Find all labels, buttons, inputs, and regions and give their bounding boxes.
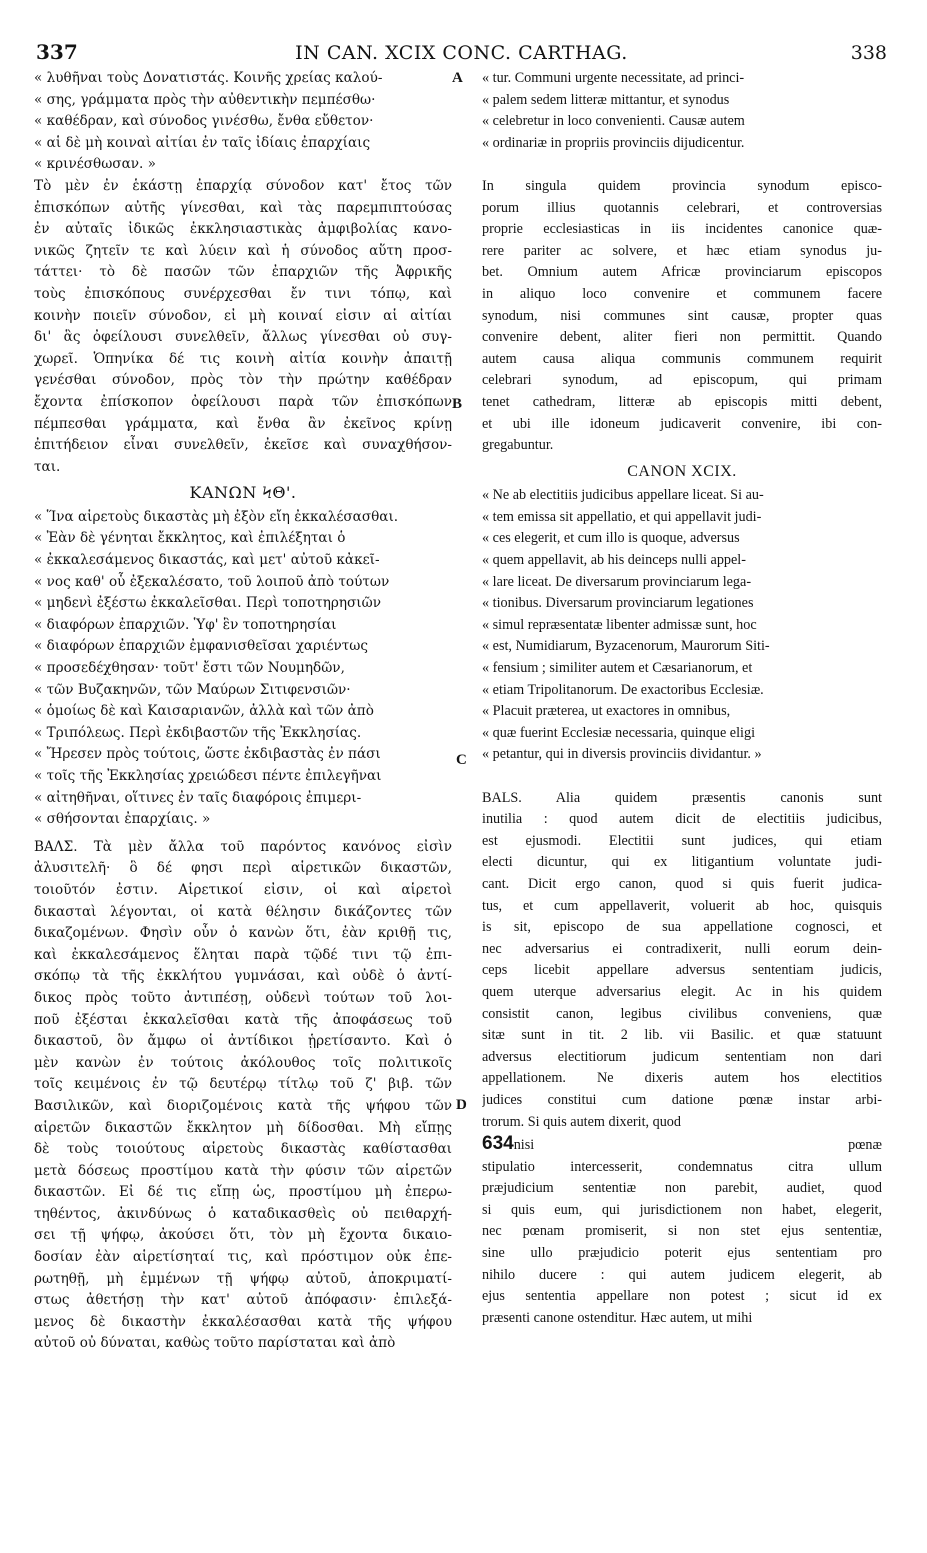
text-line: appellationem. Ne dixeris autem hos electitios [482, 1070, 882, 1087]
text-line: καὶ ἐκκαλεσάμενος ἕληται παρὰ τῷδέ τινι τῷ ἐπι- [34, 946, 452, 963]
text-line: stipulatio intercesserit, condemnatus citra ullum [482, 1158, 882, 1175]
badge-line-text: nisi pœnæ [513, 1137, 882, 1154]
text-line: σκόπῳ τὰ τῆς ἐκκλήτου γυμνάσαι, καὶ οὐδὲ ὁ ἀντί- [34, 968, 452, 985]
text-line: « καθέδραν, καὶ σύνοδος γινέσθω, ἔνθα εὔθετον· [34, 113, 374, 130]
text-line: ἀλυσιτελῆ· ὃ δέ φησι περὶ αἱρετικῶν δικαστῶν, [34, 860, 452, 877]
text-line: In singula quidem provincia synodum episco- [482, 177, 882, 194]
text-line: γενέσθαι σύνοδον, πρὸς τὸν τὴν πρώτην καθέδραν [34, 372, 452, 389]
latin-canon-heading: CANON XCIX. [627, 462, 737, 480]
text-line: ποῦ ἐξέσται ἐκκαλεῖσθαι κατὰ τῆς ἀποφάσεως τοῦ [34, 1011, 452, 1028]
text-line: δι' ἃς ὀφείλουσι συνελθεῖν, ἄλλως γίνεσθαι οὐ συγ- [34, 329, 452, 346]
text-line: δοσίαν ἐὰν αἱρετίσηταί τις, καὶ πρόστιμον οὐκ ἐπε- [34, 1249, 452, 1266]
text-line: αἱρετῶν δικαστῶν ἔκκλητον μὴ δίδοσθαι. Μὴ εἴπῃς [34, 1119, 452, 1136]
text-line: δικαστοῦ, ὃν ἄμφω οἱ ἀντίδικοι ᾑρετίσαντο. Καὶ ὁ [34, 1033, 452, 1050]
text-line: « etiam Tripolitanorum. De exactoribus Ecclesiæ. [482, 681, 764, 698]
text-line: στως ἀθετήσῃ τὴν κατ' αὐτοῦ ἀπόφασιν· ἐπιλεξά- [34, 1292, 452, 1309]
latin-balsamon-commentary [482, 788, 882, 1134]
text-line: δὲ τοὺς τοιούτους αἱρετοὺς δικαστὰς καθίστασθαι [34, 1141, 452, 1158]
latin-balsamon-commentary-cont [482, 1157, 882, 1330]
text-line: adversus electitiorum judicum sententiam non dari [482, 1048, 882, 1065]
text-line: et ubi ille idoneum judicaverit convenire, ibi con- [482, 415, 882, 432]
text-line: synodum, nisi communes sint causæ, propter quas [482, 307, 882, 324]
text-line: « Τριπόλεως. Περὶ ἐκδιβαστῶν τῆς Ἐκκλησίας. [34, 724, 362, 741]
spacer [482, 154, 882, 176]
greek-column [34, 68, 452, 1355]
latin-canon-text-tail [482, 68, 882, 154]
text-line: ρωτηθῇ, μὴ ἐμμένων τῇ ψήφῳ αὐτοῦ, ἀποκριματί- [34, 1270, 452, 1287]
margin-marker-b: B [452, 396, 463, 412]
badge-line [482, 1133, 882, 1157]
text-line: « celebretur in loco convenienti. Causæ autem [482, 113, 745, 130]
text-line: porum illius quotannis celebrari, et controversias [482, 199, 882, 216]
text-line: Βασιλικῶν, καὶ διοριζομένοις κατὰ τῆς ψήφου τῶν [34, 1097, 452, 1114]
text-line: « Ἐὰν δὲ γένηται ἔκκλητος, καὶ ἐπιλέξηται ὁ [34, 530, 346, 547]
text-line: convenire debent, aliter fieri non permittit. Quando [482, 329, 882, 346]
text-line: « προσεδέχθησαν· τοῦτ' ἔστι τῶν Νουμηδῶν, [34, 660, 345, 677]
margin-marker-c: C [456, 752, 467, 768]
text-line: si quis eum, qui jurisdictionem non habet, elegerit, [482, 1201, 882, 1218]
page-number-right: 338 [850, 42, 887, 64]
text-line: tenet cathedram, litteræ ab episcopis mitti debent, [482, 393, 882, 410]
text-line: « est, Numidiarum, Byzacenorum, Maurorum Siti- [482, 638, 770, 655]
text-line: νικῶς ζητεῖν τε καὶ λύειν καὶ ἡ σύνοδος αὕτη προσ- [34, 242, 452, 259]
text-line: bet. Omnium autem Africæ provinciarum episcopos [482, 264, 882, 281]
text-line: χωρεῖ. Ὁπηνίκα δέ τις κοινὴ αἰτία κοινὴν ἀπαιτῇ [34, 350, 452, 367]
text-line: μετὰ δόσεως προστίμου κατὰ τὴν φύσιν τῶν αἱρετῶν [34, 1162, 452, 1179]
text-line: ἔχοντα ἐπίσκοπον ὀφείλουσι παρὰ τῶν ἐπισκόπων [34, 393, 452, 410]
text-line: « quem appellavit, ab his deinceps nulli appel- [482, 552, 746, 569]
text-line: rere pariter ac solvere, et hæc etiam synodus ju- [482, 242, 882, 259]
text-line: Τὸ μὲν ἐν ἑκάστῃ ἐπαρχίᾳ σύνοδον κατ' ἔτος τῶν [34, 177, 452, 194]
text-line: electi dicuntur, qui ex litigantium voluntate judi- [482, 854, 882, 871]
greek-commentary-1 [34, 176, 452, 478]
text-line: « Ἤρεσεν πρὸς τούτοις, ὥστε ἐκδιβαστὰς ἐν πάσι [34, 746, 381, 763]
latin-column [482, 68, 882, 1329]
text-line: consistit canon, legibus civilibus conveniens, quæ [482, 1005, 882, 1022]
text-line: judices constitui cum datione pœnæ instar arbi- [482, 1091, 882, 1108]
text-line: est ejusmodi. Electitii sunt judices, qui etiam [482, 832, 882, 849]
text-line: « σθήσονται ἐπαρχίαις. » [34, 811, 211, 828]
text-line: « palem sedem litteræ mittantur, et synodus [482, 91, 730, 108]
text-line: « τοῖς τῆς Ἐκκλησίας χρειώδεσι πέντε ἐπιλεγῆναι [34, 768, 382, 784]
text-line: « ἐκκαλεσάμενος δικαστάς, καὶ μετ' αὐτοῦ κἀκεῖ- [34, 552, 380, 569]
greek-canon-99-text [34, 507, 452, 831]
page-number-left: 337 [36, 40, 78, 64]
text-line: « Ἵνα αἱρετοὺς δικαστὰς μὴ ἐξὸν εἴη ἐκκαλέσασθαι. [34, 508, 399, 525]
text-line: τοὺς ἐπισκόπους συνέρχεσθαι ἔν τινι τόπῳ, καὶ [34, 285, 452, 302]
text-line: is sit, episcopo de sua appellatione cognosci, et [482, 919, 882, 936]
text-line: præsenti canone ostenditur. Hæc autem, ut mihi [482, 1309, 753, 1326]
text-line: « μηδενὶ ἐξέστω ἐκκαλεῖσθαι. Περὶ τοποτηρησιῶν [34, 595, 381, 612]
text-line: « fensium ; similiter autem et Cæsarianorum, et [482, 660, 753, 677]
text-line: τοῖς κειμένοις ἐν τῷ δευτέρῳ τίτλῳ τοῦ ζ' βιβ. τῶν [34, 1076, 452, 1093]
text-line: ται. [34, 458, 61, 475]
page-header [36, 40, 887, 70]
text-line: μενος δὲ δικαστὴν ἐκκαλέσασθαι κατὰ τῆς ψήφου [34, 1313, 452, 1330]
text-line: δικος πρὸς τοῦτο ἀντιπέσῃ, οὐδενὶ τούτων τοῦ λοι- [34, 989, 452, 1006]
text-line: in aliquo loco convenire et communem facere [482, 285, 882, 302]
margin-marker-a: A [452, 70, 463, 86]
text-line: « tem emissa sit appellatio, et qui appellavit judi- [482, 508, 762, 525]
running-title: IN CAN. XCIX CONC. CARTHAG. [295, 42, 628, 64]
latin-commentary-1 [482, 176, 882, 457]
text-line: nec adversarius ei contradixerit, nulli eorum dein- [482, 940, 882, 957]
text-line: « Ne ab electitiis judicibus appellare liceat. Si au- [482, 487, 764, 504]
text-line: « ces elegerit, et cum illo is quoque, adversus [482, 530, 740, 547]
greek-canon-text-tail [34, 68, 452, 176]
text-line: celebrari synodum, ad episcopum, qui primam [482, 372, 882, 389]
text-line: trorum. Si quis autem dixerit, quod [482, 1113, 681, 1130]
text-line: δικασταὶ λέγονται, οἱ κατὰ θέλησιν δικάζοντες τῶν [34, 903, 452, 920]
text-line: « σης, γράμματα πρὸς τὴν αὐθεντικὴν πεμπέσθω· [34, 91, 376, 108]
greek-balsamon-commentary [34, 837, 452, 1355]
text-line: τοιοῦτόν ἐστιν. Αἱρετικοί εἰσιν, οἱ καὶ αἱρετοὶ [34, 881, 452, 898]
text-line: « κρινέσθωσαν. » [34, 156, 156, 173]
text-line: sitæ sunt in tit. 2 lib. vii Basilic. et quæ statuunt [482, 1027, 882, 1044]
text-line: « διαφόρων ἐπαρχιῶν ἐμφανισθεῖσαι χαριέντως [34, 638, 368, 655]
text-line: sine ullo præjudicio poterit ejus sententiam pro [482, 1245, 882, 1262]
text-line: « Placuit præterea, ut exactores in omnibus, [482, 703, 731, 720]
text-line: « ordinariæ in propriis provinciis dijudicentur. [482, 134, 745, 151]
latin-canon-99-text [482, 485, 882, 766]
text-line: nec pœnam promiserit, si non stet ejus sententiæ, [482, 1223, 882, 1240]
text-line: « νος καθ' οὗ ἐξεκαλέσατο, τοῦ λοιποῦ ἀπὸ τούτων [34, 573, 390, 590]
text-line: proprie ecclesiasticas in iis incidentes canonice quæ- [482, 221, 882, 238]
text-line: ἐπισκόπων αὐτῆς γίνεσθαι, καὶ τὰς παρεμπιπτούσας [34, 199, 452, 216]
text-line: « ὁμοίως δὲ καὶ Καισαριανῶν, ἀλλὰ καὶ τῶν ἀπὸ [34, 703, 374, 720]
text-line: σει τῇ ψήφῳ, ἀκούσει ὅτι, τὸν μὴ ἔχοντα δικαιο- [34, 1227, 452, 1244]
text-line: « tur. Communi urgente necessitate, ad princi- [482, 70, 745, 86]
text-line: ἐπιτήδειον εἶναι συνελθεῖν, ἐκεῖσε καὶ συναχθήσον- [34, 437, 452, 454]
text-line: τάττει· τὸ δὲ πασῶν τῶν ἐπαρχιῶν τῆς Ἀφρικῆς [34, 264, 452, 281]
text-line: quem uterque adversarius elegit. Ac in his quidem [482, 983, 882, 1000]
text-line: αὐτοῦ οὐ δύναται, καθὼς τοῦτο παρίσταται καὶ ἀπὸ [34, 1335, 396, 1352]
text-line: τηθέντος, ἀκινδύνως ὁ καταδικασθεὶς οὐ πειθαρχή- [34, 1205, 452, 1222]
text-line: πέμπεσθαι γράμματα, καὶ ἔνθα ἂν ἐκεῖνος κρίνῃ [34, 415, 452, 432]
text-line: κοινὴν ποιεῖν σύνοδον, εἰ μὴ κοιναί εἰσιν αἱ αἰτίαι [34, 307, 452, 324]
text-line: præjudicium sententiæ non parebit, audiet, quod [482, 1180, 882, 1197]
text-line: μὲν κανὼν ἐν τούτοις ἀκόλουθος τοῖς πολιτικοῖς [34, 1054, 452, 1071]
text-line: « αἱ δὲ μὴ κοιναὶ αἰτίαι ἐν ταῖς ἰδίαις ἐπαρχίαις [34, 134, 371, 151]
text-line: ceps licebit appellare adversus sententiam judicis, [482, 962, 882, 979]
text-line: autem causa aliqua communis communem requirit [482, 350, 882, 367]
text-line: ΒΑΛΣ. Τὰ μὲν ἄλλα τοῦ παρόντος κανόνος εἰσὶν [34, 838, 452, 855]
text-line: gregabuntur. [482, 437, 554, 454]
text-line: ejus sententia appellare non potest ; sicut id ex [482, 1288, 882, 1305]
text-line: « αἰτηθῆναι, οἵτινες ἐν ταῖς διαφόροις ἐπιμερι- [34, 789, 362, 806]
text-line: δικαζομένων. Φησὶν οὖν ὁ κανὼν ὅτι, ἐὰν κριθῇ τις, [34, 925, 452, 942]
text-line: ἐν αὐταῖς ἰδικῶς ἐκκλησιαστικὰς ἀμφιβολίας κανο- [34, 221, 452, 238]
text-line: « simul repræsentatæ libenter admissæ sunt, hoc [482, 616, 757, 633]
text-line: « λυθῆναι τοὺς Δονατιστάς. Κοινῆς χρείας καλού- [34, 70, 383, 86]
text-line: δικαστῶν. Εἰ δέ τις εἴπῃ ὡς, προστίμου μὴ ἐπερω- [34, 1184, 452, 1201]
page-badge: 634 [482, 1133, 514, 1155]
text-line: « διαφόρων ἐπαρχιῶν. Ὑφ' ἓν τοποτηρησίαι [34, 616, 337, 633]
greek-canon-heading: ΚΑΝΩΝ ϞΘ'. [189, 483, 297, 503]
text-line: tus, et cum appellaverit, voluerit ab hoc, quisquis [482, 897, 882, 914]
text-line: « petantur, qui in diversis provinciis dividantur. » [482, 746, 762, 763]
text-line: BALS. Alia quidem præsentis canonis sunt [482, 789, 882, 806]
text-line: « lare liceat. De diversarum provinciarum lega- [482, 573, 752, 590]
text-line: « τῶν Βυζακηνῶν, τῶν Μαύρων Σιτιφενσιῶν· [34, 681, 351, 698]
spacer [482, 766, 882, 788]
text-line: « tionibus. Diversarum provinciarum legationes [482, 595, 754, 612]
margin-marker-d: D [456, 1097, 467, 1113]
text-line: « quæ fuerint Ecclesiæ necessaria, quinque eligi [482, 724, 756, 741]
text-line: nihilo ducere : qui autem judicem elegerit, ab [482, 1266, 882, 1283]
text-line: cant. Dicit ergo canon, quod si quis fuerit judica- [482, 875, 882, 892]
text-line: inutilia : quod autem dicit de electitiis judicibus, [482, 811, 882, 828]
